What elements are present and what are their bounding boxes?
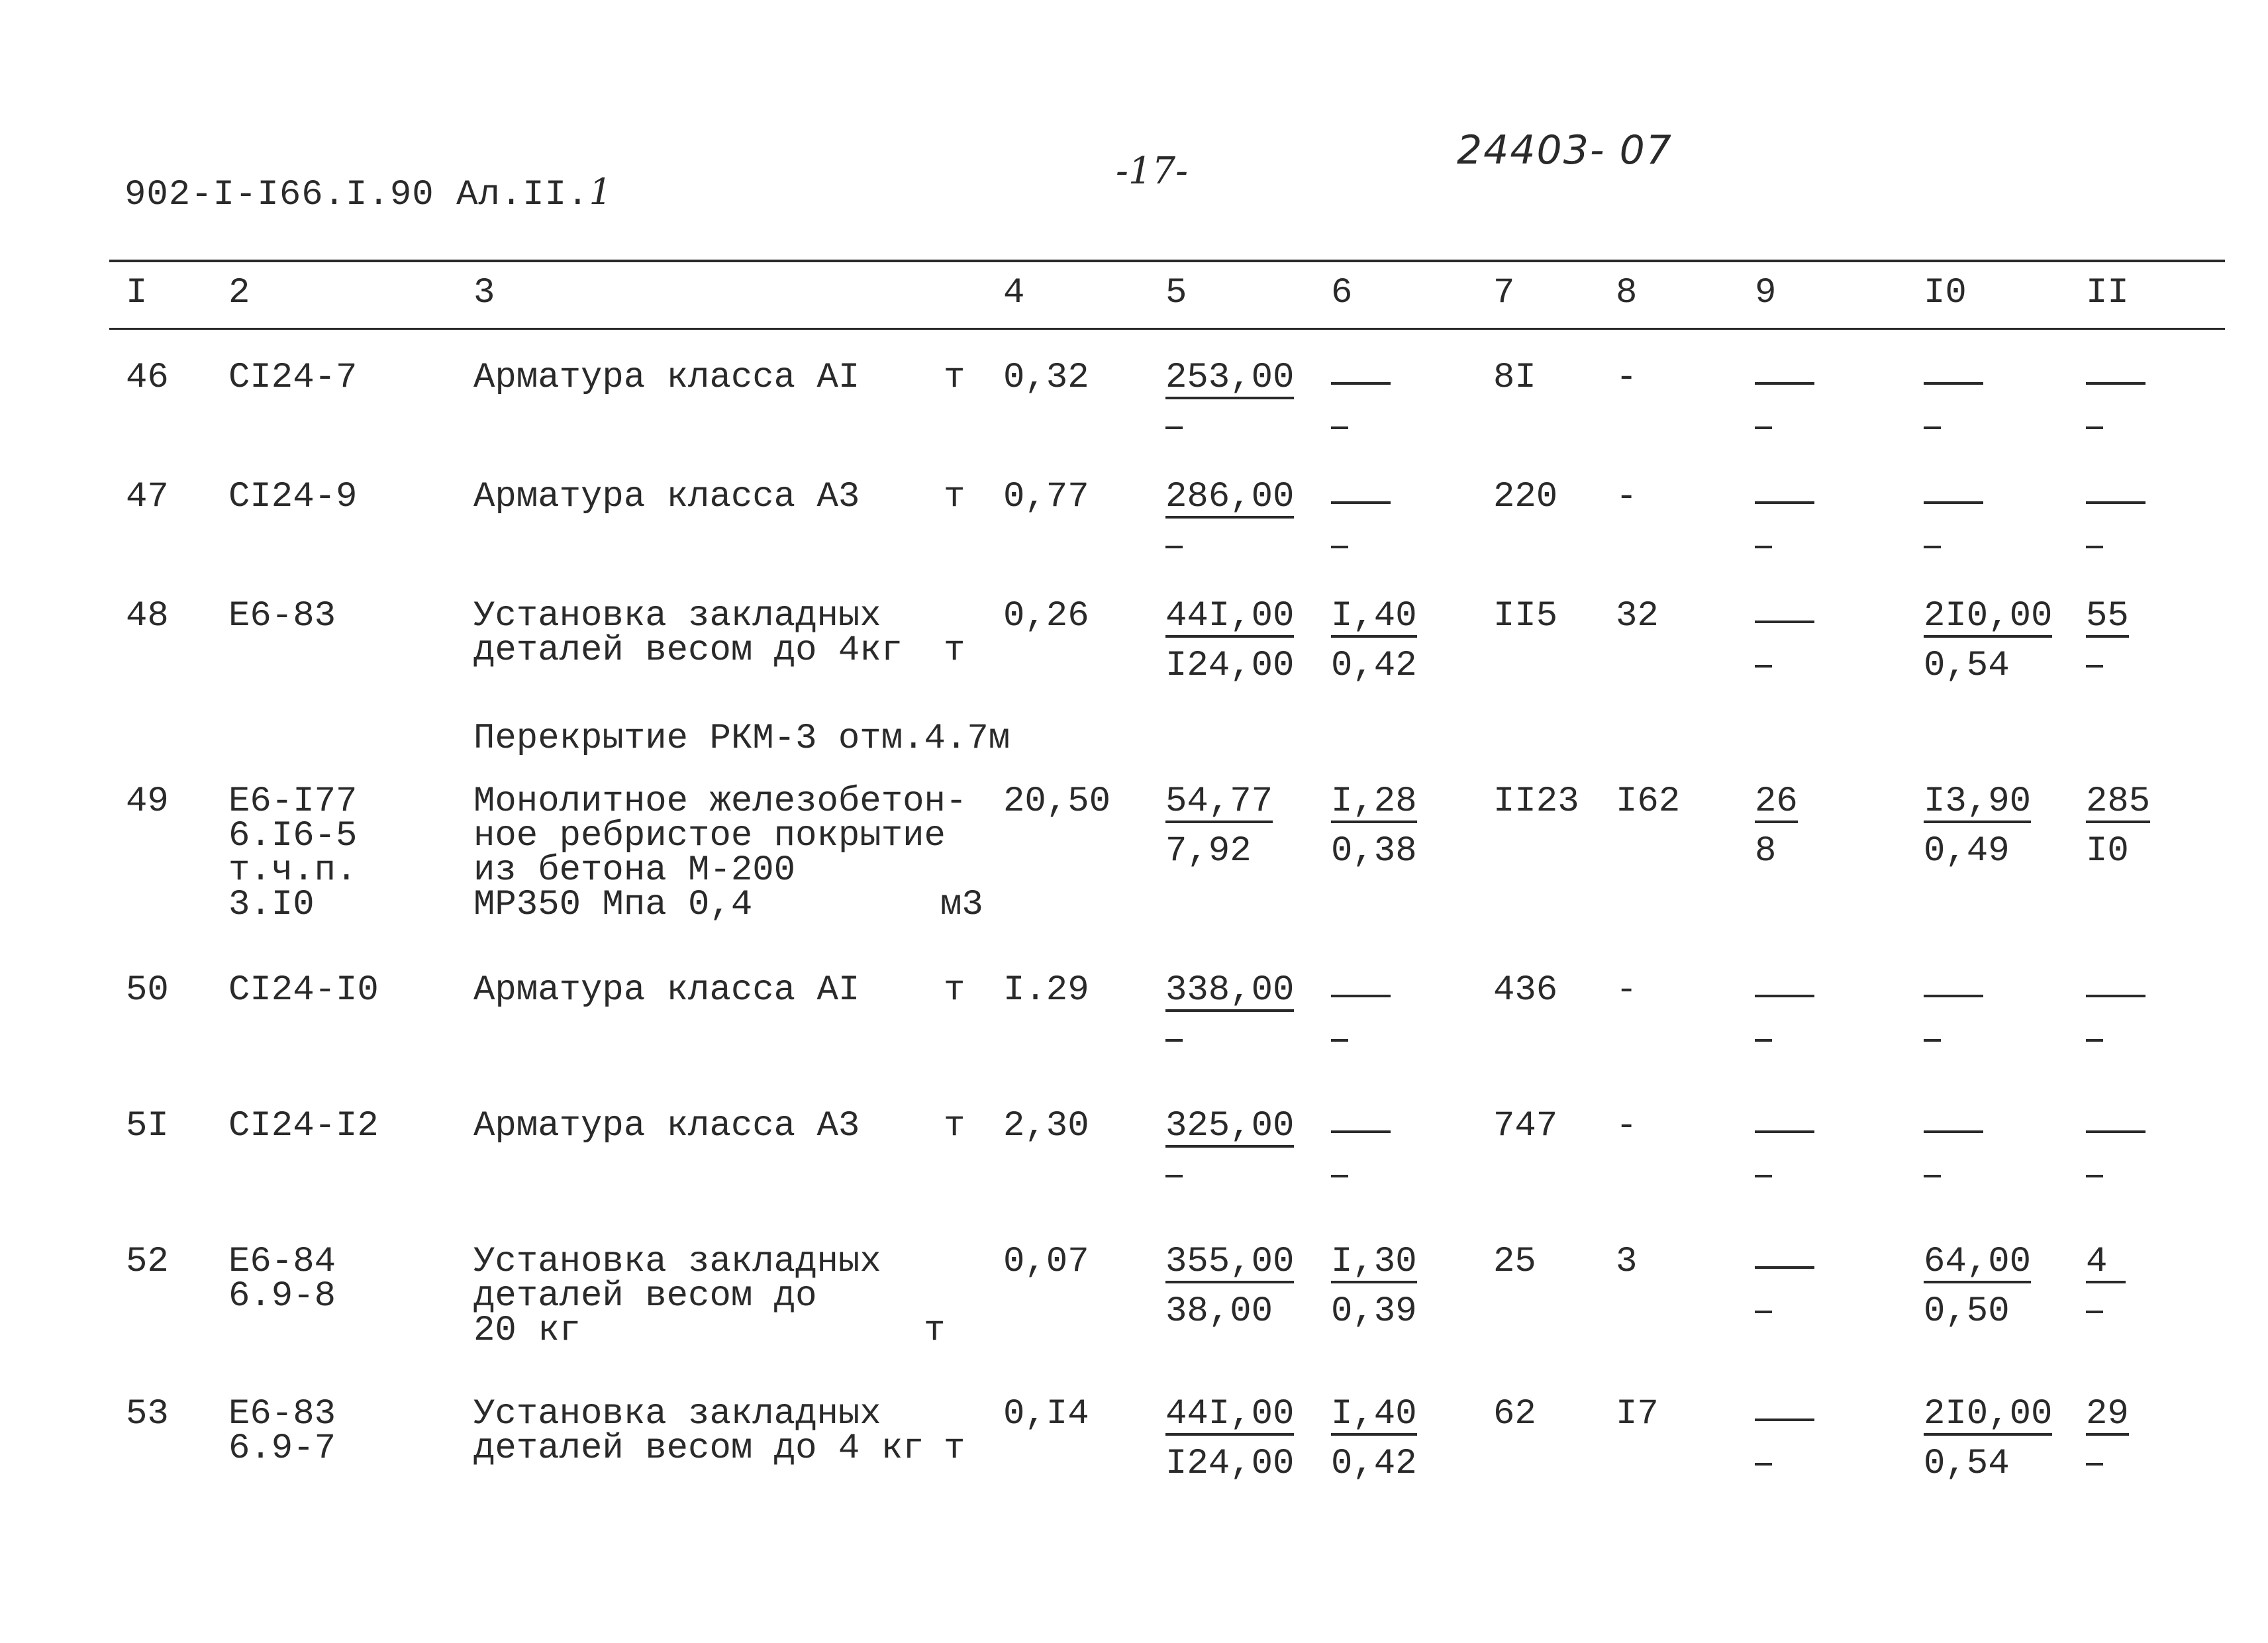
value-c8: - xyxy=(1616,970,1638,1011)
work-description: Установка закладных деталей весом до 20 кг xyxy=(473,1242,881,1351)
value-c8: 3 xyxy=(1616,1242,1638,1282)
unit-of-measure: т xyxy=(944,358,965,398)
value-c7: 747 xyxy=(1493,1106,1558,1146)
col-header-5: 5 xyxy=(1165,273,1187,313)
cell-c9-bottom xyxy=(1755,1159,1772,1193)
value-c10-top: 2I0,00 xyxy=(1924,596,2053,636)
cell-c11-top xyxy=(2086,361,2145,395)
cell-c6-top xyxy=(1331,1242,1417,1283)
norm-code: CI24-9 xyxy=(228,477,358,517)
value-c11-top xyxy=(2086,983,2145,997)
value-c6-bottom xyxy=(1331,1032,1348,1042)
unit-of-measure: т xyxy=(944,1428,965,1469)
cell-c5-top xyxy=(1165,477,1295,519)
cell-c9-bottom xyxy=(1755,1295,1772,1329)
cell-c10-top xyxy=(1924,1109,1983,1144)
value-c8: - xyxy=(1616,477,1638,517)
value-c7: 220 xyxy=(1493,477,1558,517)
col-header-4: 4 xyxy=(1003,273,1025,313)
unit-of-measure: м3 xyxy=(940,885,983,925)
row-number: 5I xyxy=(126,1106,169,1146)
value-c5-bottom xyxy=(1165,1032,1183,1042)
work-description: Установка закладных деталей весом до 4кг xyxy=(473,596,903,671)
cell-c6-bottom xyxy=(1331,1159,1348,1193)
cell-c10-top xyxy=(1924,1394,2053,1436)
value-c11-bottom xyxy=(2086,658,2103,668)
cell-c6-top xyxy=(1331,781,1417,823)
value-c9-bottom xyxy=(1755,658,1772,668)
value-c11-top xyxy=(2086,370,2145,385)
unit-of-measure: т xyxy=(944,1106,965,1146)
cell-c9-bottom xyxy=(1755,831,1777,871)
value-c9-bottom xyxy=(1755,1168,1772,1177)
quantity: 0,I4 xyxy=(1003,1394,1089,1434)
value-c9-bottom xyxy=(1755,539,1772,548)
value-c6-bottom xyxy=(1331,420,1348,429)
cell-c5-top xyxy=(1165,970,1295,1012)
value-c7: 8I xyxy=(1493,358,1536,398)
quantity: 20,50 xyxy=(1003,781,1111,822)
value-c10-bottom: 0,54 xyxy=(1924,1444,2010,1484)
cell-c5-bottom xyxy=(1165,411,1183,445)
table-header-rule xyxy=(109,328,2225,330)
value-c9-top: 26 xyxy=(1755,781,1798,822)
cell-c5-top xyxy=(1165,1106,1295,1148)
cell-c6-bottom xyxy=(1331,1023,1348,1058)
cell-c5-bottom xyxy=(1165,831,1252,871)
value-c8: 32 xyxy=(1616,596,1659,636)
cell-c6-top xyxy=(1331,596,1417,638)
cell-c9-bottom xyxy=(1755,1023,1772,1058)
value-c5-top: 325,00 xyxy=(1165,1106,1295,1146)
row-number: 52 xyxy=(126,1242,169,1282)
value-c10-top: 64,00 xyxy=(1924,1242,2032,1282)
cell-c6-bottom xyxy=(1331,530,1348,564)
value-c8: I62 xyxy=(1616,781,1681,822)
sheet-mark: 1 xyxy=(589,171,613,213)
row-number: 47 xyxy=(126,477,169,517)
value-c9-top xyxy=(1755,370,1814,385)
value-c7: II23 xyxy=(1493,781,1579,822)
cell-c9-bottom xyxy=(1755,649,1772,683)
value-c5-bottom: 7,92 xyxy=(1165,831,1252,871)
cell-c10-bottom xyxy=(1924,1291,2010,1332)
value-c5-bottom xyxy=(1165,1168,1183,1177)
quantity: 0,07 xyxy=(1003,1242,1089,1282)
inventory-stamp: 24403- 07 xyxy=(1457,127,1673,174)
cell-c11-bottom xyxy=(2086,1295,2103,1329)
value-c11-top: 285 xyxy=(2086,781,2151,822)
cell-c9-top xyxy=(1755,1397,1814,1432)
value-c11-bottom xyxy=(2086,1456,2103,1466)
value-c10-bottom xyxy=(1924,1032,1941,1042)
norm-code: E6-83 6.9-7 xyxy=(228,1394,336,1469)
value-c9-bottom xyxy=(1755,1304,1772,1313)
value-c5-top: 338,00 xyxy=(1165,970,1295,1011)
value-c6-top xyxy=(1331,983,1391,997)
value-c6-bottom: 0,38 xyxy=(1331,831,1417,871)
cell-c10-bottom xyxy=(1924,831,2010,871)
value-c11-top xyxy=(2086,489,2145,504)
cell-c11-bottom xyxy=(2086,1023,2103,1058)
cell-c11-bottom xyxy=(2086,1159,2103,1193)
value-c11-top: 4 xyxy=(2086,1245,2126,1283)
value-c11-bottom xyxy=(2086,539,2103,548)
value-c11-bottom xyxy=(2086,1168,2103,1177)
col-header-3: 3 xyxy=(473,273,495,313)
quantity: 0,77 xyxy=(1003,477,1089,517)
cell-c11-bottom xyxy=(2086,649,2103,683)
quantity: 2,30 xyxy=(1003,1106,1089,1146)
cell-c10-bottom xyxy=(1924,530,1941,564)
value-c11-bottom xyxy=(2086,420,2103,429)
value-c5-top: 54,77 xyxy=(1165,781,1273,822)
value-c10-top xyxy=(1924,983,1983,997)
value-c10-bottom xyxy=(1924,420,1941,429)
value-c10-top xyxy=(1924,370,1983,385)
cell-c9-top xyxy=(1755,781,1798,823)
cell-c10-top xyxy=(1924,596,2053,638)
cell-c11-bottom xyxy=(2086,411,2103,445)
value-c5-top: 355,00 xyxy=(1165,1242,1295,1282)
cell-c11-top xyxy=(2086,1242,2126,1283)
cell-c5-bottom xyxy=(1165,1023,1183,1058)
work-description: Арматура класса AI xyxy=(473,358,860,398)
quantity: I.29 xyxy=(1003,970,1089,1011)
value-c7: II5 xyxy=(1493,596,1558,636)
cell-c6-bottom xyxy=(1331,831,1417,871)
value-c10-bottom: 0,50 xyxy=(1924,1291,2010,1332)
col-header-10: I0 xyxy=(1924,273,1967,313)
cell-c10-bottom xyxy=(1924,1159,1941,1193)
quantity: 0,32 xyxy=(1003,358,1089,398)
cell-c5-bottom xyxy=(1165,1159,1183,1193)
value-c9-top xyxy=(1755,1254,1814,1269)
value-c6-bottom xyxy=(1331,539,1348,548)
value-c6-bottom: 0,42 xyxy=(1331,646,1417,686)
value-c9-top xyxy=(1755,489,1814,504)
cell-c9-bottom xyxy=(1755,1447,1772,1481)
value-c10-top: 2I0,00 xyxy=(1924,1394,2053,1434)
cell-c11-bottom xyxy=(2086,831,2129,871)
value-c9-top xyxy=(1755,1119,1814,1133)
unit-of-measure: т xyxy=(944,970,965,1011)
work-description: Установка закладных деталей весом до 4 кг xyxy=(473,1394,924,1469)
value-c6-top: I,30 xyxy=(1331,1242,1417,1282)
unit-of-measure: т xyxy=(944,630,965,671)
value-c9-bottom: 8 xyxy=(1755,831,1777,871)
document-code-text: 902-I-I66.I.90 Ал.II. xyxy=(124,175,589,215)
cell-c11-top xyxy=(2086,1109,2145,1144)
value-c6-top xyxy=(1331,489,1391,504)
unit-of-measure: т xyxy=(924,1311,946,1351)
cell-c9-bottom xyxy=(1755,530,1772,564)
value-c9-bottom xyxy=(1755,1456,1772,1466)
col-header-8: 8 xyxy=(1616,273,1638,313)
norm-code: E6-I77 6.I6-5 т.ч.п. 3.I0 xyxy=(228,781,358,925)
cell-c10-bottom xyxy=(1924,1023,1941,1058)
row-number: 53 xyxy=(126,1394,169,1434)
cell-c5-bottom xyxy=(1165,646,1295,686)
row-number: 49 xyxy=(126,781,169,822)
value-c7: 25 xyxy=(1493,1242,1536,1282)
value-c9-top xyxy=(1755,983,1814,997)
cell-c5-bottom xyxy=(1165,1291,1273,1332)
col-header-7: 7 xyxy=(1493,273,1515,313)
value-c9-bottom xyxy=(1755,1032,1772,1042)
value-c11-top: 55 xyxy=(2086,596,2129,636)
value-c10-top xyxy=(1924,489,1983,504)
cell-c10-top xyxy=(1924,480,1983,515)
cell-c9-top xyxy=(1755,1109,1814,1144)
value-c6-top: I,40 xyxy=(1331,596,1417,636)
value-c9-top xyxy=(1755,1407,1814,1421)
value-c6-bottom: 0,42 xyxy=(1331,1444,1417,1484)
value-c9-top xyxy=(1755,609,1814,623)
value-c7: 436 xyxy=(1493,970,1558,1011)
cell-c5-top xyxy=(1165,596,1295,638)
value-c8: I7 xyxy=(1616,1394,1659,1434)
value-c6-top xyxy=(1331,1119,1391,1133)
cell-c10-top xyxy=(1924,781,2032,823)
value-c5-top: 286,00 xyxy=(1165,477,1295,517)
cell-c9-top xyxy=(1755,973,1814,1008)
value-c11-bottom: I0 xyxy=(2086,831,2129,871)
value-c10-top xyxy=(1924,1119,1983,1133)
cell-c5-top xyxy=(1165,781,1273,823)
cell-c5-bottom xyxy=(1165,530,1183,564)
cell-c9-bottom xyxy=(1755,411,1772,445)
cell-c11-top xyxy=(2086,781,2151,823)
cell-c10-top xyxy=(1924,973,1983,1008)
cell-c6-top xyxy=(1331,1394,1417,1436)
row-number: 48 xyxy=(126,596,169,636)
value-c5-bottom xyxy=(1165,539,1183,548)
value-c5-top: 44I,00 xyxy=(1165,1394,1295,1434)
cell-c5-top xyxy=(1165,358,1295,399)
cell-c6-bottom xyxy=(1331,646,1417,686)
norm-code: E6-84 6.9-8 xyxy=(228,1242,336,1317)
cell-c6-top xyxy=(1331,1109,1391,1144)
page-number: -17- xyxy=(1116,150,1189,193)
cell-c11-top xyxy=(2086,973,2145,1008)
work-description: Арматура класса A3 xyxy=(473,477,860,517)
value-c11-bottom xyxy=(2086,1304,2103,1313)
cell-c6-top xyxy=(1331,361,1391,395)
value-c10-top: I3,90 xyxy=(1924,781,2032,822)
work-description: Арматура класса AI xyxy=(473,970,860,1011)
value-c10-bottom: 0,49 xyxy=(1924,831,2010,871)
cell-c9-top xyxy=(1755,1245,1814,1279)
cell-c10-top xyxy=(1924,361,1983,395)
table-top-rule xyxy=(109,260,2225,262)
section-title: Перекрытие РКМ-3 отм.4.7м xyxy=(473,719,1011,759)
value-c6-bottom: 0,39 xyxy=(1331,1291,1417,1332)
quantity: 0,26 xyxy=(1003,596,1089,636)
value-c5-top: 253,00 xyxy=(1165,358,1295,398)
unit-of-measure: т xyxy=(944,477,965,517)
norm-code: CI24-7 xyxy=(228,358,358,398)
value-c9-bottom xyxy=(1755,420,1772,429)
norm-code: CI24-I0 xyxy=(228,970,379,1011)
cell-c11-top xyxy=(2086,480,2145,515)
col-header-6: 6 xyxy=(1331,273,1353,313)
value-c7: 62 xyxy=(1493,1394,1536,1434)
cell-c10-bottom xyxy=(1924,1444,2010,1484)
value-c6-bottom xyxy=(1331,1168,1348,1177)
value-c11-top: 29 xyxy=(2086,1394,2129,1434)
cell-c11-bottom xyxy=(2086,1447,2103,1481)
value-c6-top xyxy=(1331,370,1391,385)
cell-c11-top xyxy=(2086,596,2129,638)
cell-c5-top xyxy=(1165,1394,1295,1436)
value-c10-bottom xyxy=(1924,539,1941,548)
cell-c6-top xyxy=(1331,480,1391,515)
value-c5-bottom: I24,00 xyxy=(1165,1444,1295,1484)
cell-c9-top xyxy=(1755,480,1814,515)
cell-c5-top xyxy=(1165,1242,1295,1283)
value-c5-bottom: 38,00 xyxy=(1165,1291,1273,1332)
cell-c6-bottom xyxy=(1331,1291,1417,1332)
value-c6-top: I,28 xyxy=(1331,781,1417,822)
row-number: 50 xyxy=(126,970,169,1011)
cell-c9-top xyxy=(1755,599,1814,634)
value-c10-bottom: 0,54 xyxy=(1924,646,2010,686)
cell-c10-top xyxy=(1924,1242,2032,1283)
norm-code: E6-83 xyxy=(228,596,336,636)
value-c5-bottom xyxy=(1165,420,1183,429)
value-c10-bottom xyxy=(1924,1168,1941,1177)
col-header-2: 2 xyxy=(228,273,250,313)
work-description: Арматура класса A3 xyxy=(473,1106,860,1146)
work-description: Монолитное железобетон- ное ребристое покрытие из бетона М-200 МР350 Мпа 0,4 xyxy=(473,781,967,925)
cell-c9-top xyxy=(1755,361,1814,395)
cell-c5-bottom xyxy=(1165,1444,1295,1484)
value-c8: - xyxy=(1616,1106,1638,1146)
cell-c10-bottom xyxy=(1924,646,2010,686)
value-c11-bottom xyxy=(2086,1032,2103,1042)
cell-c10-bottom xyxy=(1924,411,1941,445)
value-c11-top xyxy=(2086,1119,2145,1133)
col-header-1: I xyxy=(126,273,148,313)
value-c5-bottom: I24,00 xyxy=(1165,646,1295,686)
norm-code: CI24-I2 xyxy=(228,1106,379,1146)
col-header-11: II xyxy=(2086,273,2129,313)
col-header-9: 9 xyxy=(1755,273,1777,313)
cell-c11-bottom xyxy=(2086,530,2103,564)
row-number: 46 xyxy=(126,358,169,398)
cell-c6-top xyxy=(1331,973,1391,1008)
document-code xyxy=(124,171,613,215)
value-c8: - xyxy=(1616,358,1638,398)
value-c6-top: I,40 xyxy=(1331,1394,1417,1434)
cell-c6-bottom xyxy=(1331,411,1348,445)
value-c5-top: 44I,00 xyxy=(1165,596,1295,636)
cell-c11-top xyxy=(2086,1394,2129,1436)
cell-c6-bottom xyxy=(1331,1444,1417,1484)
